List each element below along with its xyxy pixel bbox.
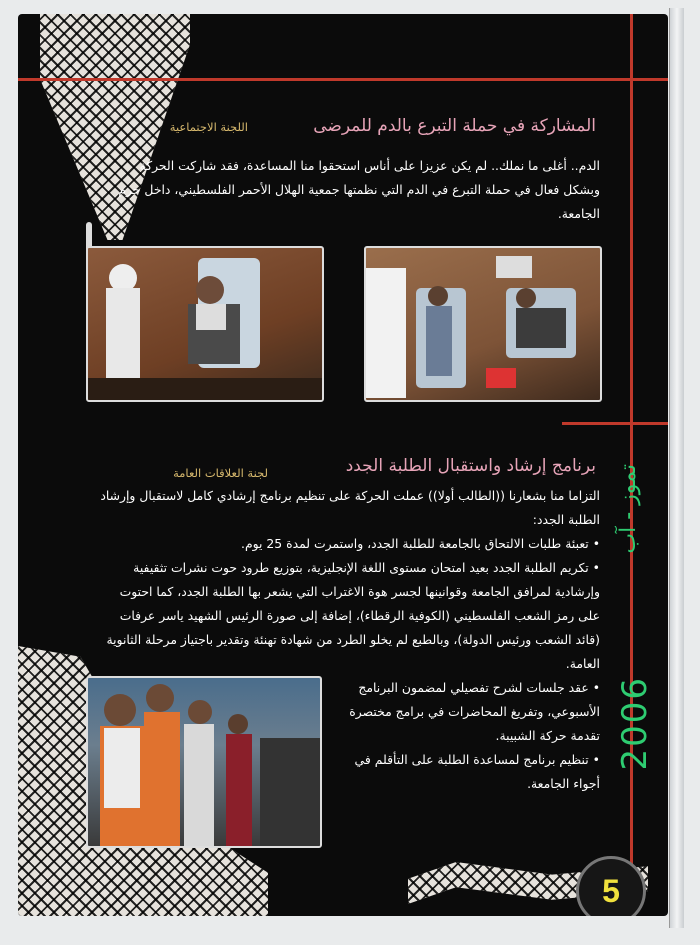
book-binding-edge [669, 8, 684, 928]
orientation-items-upper [100, 532, 600, 676]
public-relations-label: لجنة العلاقات العامة [173, 466, 268, 480]
red-rule-middle [562, 422, 668, 425]
list-item: • عقد جلسات لشرح تفصيلي لمضمون البرنامج الأسبوعي، وتفريغ المحاضرات في برامج مختصرة تقدمة حركة الشبيبة. [349, 680, 600, 743]
photo-blood-donation-students [364, 246, 602, 402]
orientation-items-lower [328, 676, 600, 796]
social-committee-label: اللجنة الاجتماعية [169, 120, 248, 134]
issue-month: تموز - آب [616, 464, 641, 554]
page-number: 5 [576, 856, 646, 916]
photo-students-group-keffiyeh [86, 676, 322, 848]
issue-year: 2006 [615, 676, 655, 771]
list-item: • تعبئة طلبات الالتحاق بالجامعة للطلبة الجدد، واستمرت لمدة 25 يوم. [241, 536, 600, 551]
orientation-program-title: برنامج إرشاد واستقبال الطلبة الجدد [345, 456, 596, 476]
list-item: • تكريم الطلبة الجدد بعيد امتحان مستوى اللغة الإنجليزية، بتوزيع طرود حوت نشرات تثقيفية وإرشادية لمرافق الجامعة وقوانينها لجسر هوة الاغتراب التي يشعر بها الطلبة الجدد، كما احتوت على رمز الشعب الفلسطيني (الكوفية الرقطاء)، إضافة إلى صورة الرئيس الشهيد ياسر عرفات (قائد الشعب ورئيس الدولة)، وبالطبع لم يخلو الطرد من شهادة تهنئة وتقدير باجتياز مرحلة الثانوية العامة. [106, 560, 600, 671]
magazine-page [18, 14, 668, 916]
blood-donation-title: المشاركة في حملة التبرع بالدم للمرضى [313, 116, 596, 136]
list-item: • تنظيم برنامج لمساعدة الطلبة على التأقلم في أجواء الجامعة. [354, 752, 600, 791]
blood-donation-paragraph: الدم.. أغلى ما نملك.. لم يكن عزيزا على أناس استحقوا منا المساعدة، فقد شاركت الحركة وبشكل فعال في حملة التبرع في الدم التي نظمتها جمعية الهلال الأحمر الفلسطيني، داخل حرم الجامعة. [118, 158, 600, 221]
photo-blood-donation-female-nurse [86, 246, 324, 402]
orientation-intro-paragraph: التزاما منا بشعارنا ((الطالب أولا)) عملت الحركة على تنظيم برنامج إرشادي كامل لاستقبال وإرشاد الطلبة الجدد: [100, 488, 600, 527]
red-rule-top [18, 78, 668, 81]
